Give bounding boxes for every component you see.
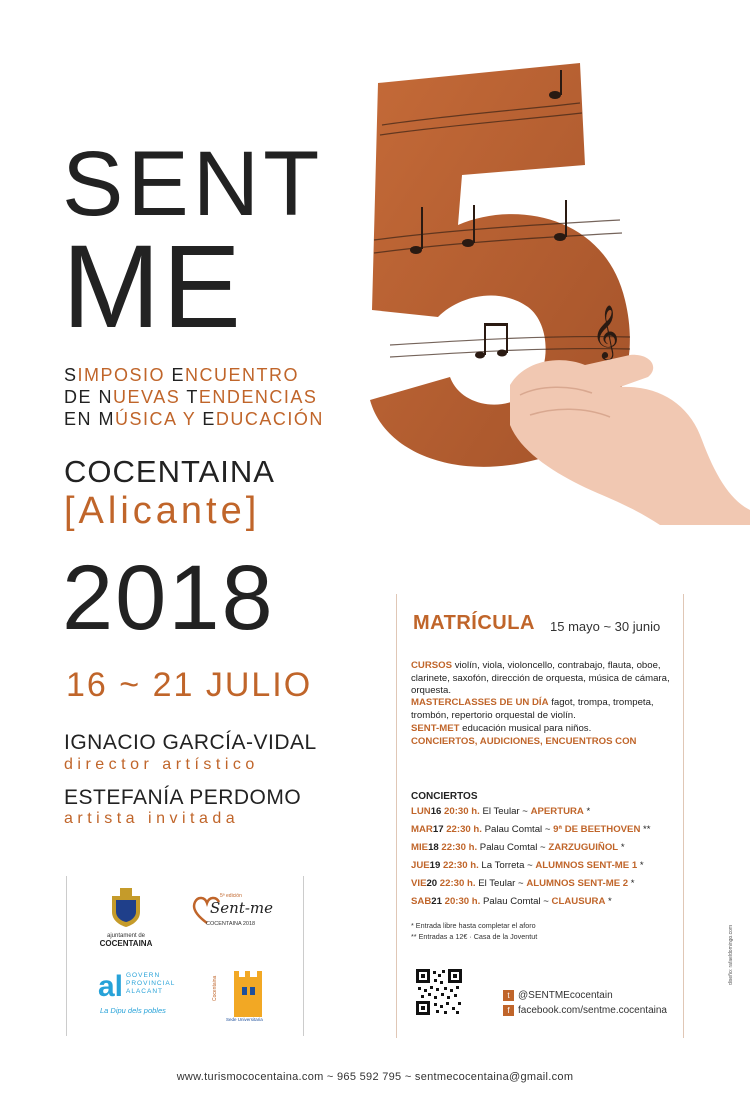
sentme-sub: COCENTAINA 2018 — [206, 921, 256, 927]
director-role: director artístico — [64, 756, 259, 773]
sede-sub: Sede Universitaria — [226, 1017, 263, 1022]
note-free-entry: * Entrada libre hasta completar el aforo — [411, 921, 536, 930]
title-line-2: ME — [62, 221, 243, 353]
subtitle-line-3: EN MÚSICA Y EDUCACIÓN — [64, 409, 324, 429]
sede-vertical-text: Cocentaina — [212, 975, 218, 1001]
region-name: [Alicante] — [64, 490, 261, 532]
matricula-dates: 15 mayo ~ 30 junio — [550, 619, 661, 634]
design-credit: diseño: rafaeldomingo.com — [728, 924, 734, 985]
concert-row: LUN16 20:30 h. El Teular ~ APERTURA * — [411, 806, 591, 817]
event-dates: 16 ~ 21 JULIO — [66, 666, 313, 704]
matricula-title: MATRÍCULA — [413, 612, 535, 634]
ajuntament-small-text: ajuntament de — [106, 933, 146, 939]
qr-code-icon[interactable] — [416, 969, 462, 1015]
ajuntament-name: COCENTAINA — [99, 939, 153, 948]
sentmet-paragraph: SENT-MET educación musical para niños. — [411, 723, 592, 734]
ajuntament-logo — [98, 886, 154, 948]
twitter-icon: t — [503, 990, 514, 1001]
castle-icon — [228, 967, 268, 1017]
masterclasses-paragraph: MASTERCLASSES DE UN DÍA fagot, trompa, trompeta, trombón, repertorio orquestal de violín. — [411, 697, 654, 721]
diputacion-symbol: al — [98, 970, 124, 1003]
title-line-1: SENT — [62, 133, 324, 235]
subtitle-line-1: SIMPOSIO ENCUENTRO — [64, 365, 300, 385]
note-tickets: ** Entradas a 12€ · Casa de la Joventut — [411, 932, 538, 941]
subtitle-line-2: DE NUEVAS TENDENCIAS — [64, 387, 318, 407]
sede-universitaria-logo — [212, 967, 278, 1022]
event-year: 2018 — [62, 547, 275, 649]
svg-text:𝄞: 𝄞 — [592, 304, 620, 358]
conciertos-title: CONCIERTOS — [411, 791, 478, 802]
artist-name: ESTEFANÍA PERDOMO — [64, 786, 302, 809]
cursos-paragraph: CURSOS violín, viola, violoncello, contrabajo, flauta, oboe, clarinete, saxofón, dirección de orquesta, música de cámara, orquesta. — [411, 660, 670, 696]
number-five-graphic — [330, 55, 750, 525]
concert-row: MAR17 22:30 h. Palau Comtal ~ 9ª DE BEETHOVEN ** — [411, 824, 651, 835]
concert-row: JUE19 22:30 h. La Torreta ~ ALUMNOS SENT-ME 1 * — [411, 860, 644, 871]
footer-contact: www.turismococentaina.com ~ 965 592 795 ~ sentmecocentaina@gmail.com — [176, 1071, 574, 1083]
artist-role: artista invitada — [64, 810, 240, 827]
extra-paragraph: CONCIERTOS, AUDICIONES, ENCUENTROS CON — [411, 736, 637, 747]
concert-row: MIE18 22:30 h. Palau Comtal ~ ZARZUGUIÑOL * — [411, 842, 625, 853]
diputacion-logo — [98, 968, 184, 1020]
facebook-icon: f — [503, 1005, 514, 1016]
diputacion-line1: GOVERN — [126, 972, 161, 979]
twitter-link[interactable]: t @SENTMEcocentain — [503, 990, 613, 1001]
diputacion-tagline: La Dipu dels pobles — [100, 1006, 166, 1015]
coat-of-arms-icon — [108, 886, 144, 928]
facebook-link[interactable]: f facebook.com/sentme.cocentaina — [503, 1005, 667, 1016]
city-name: COCENTAINA — [64, 454, 275, 489]
sentme-edition: 5ª edición — [220, 893, 242, 899]
diputacion-line2: PROVINCIAL — [126, 980, 176, 987]
concert-row: VIE20 22:30 h. El Teular ~ ALUMNOS SENT-ME 2 * — [411, 878, 635, 889]
concert-row: SAB21 20:30 h. Palau Comtal ~ CLAUSURA * — [411, 896, 612, 907]
diputacion-line3: ALACANT — [126, 988, 163, 995]
sentme-name: Sent-me — [210, 899, 274, 917]
director-name: IGNACIO GARCÍA-VIDAL — [64, 731, 317, 754]
hand-graphic — [510, 355, 750, 525]
